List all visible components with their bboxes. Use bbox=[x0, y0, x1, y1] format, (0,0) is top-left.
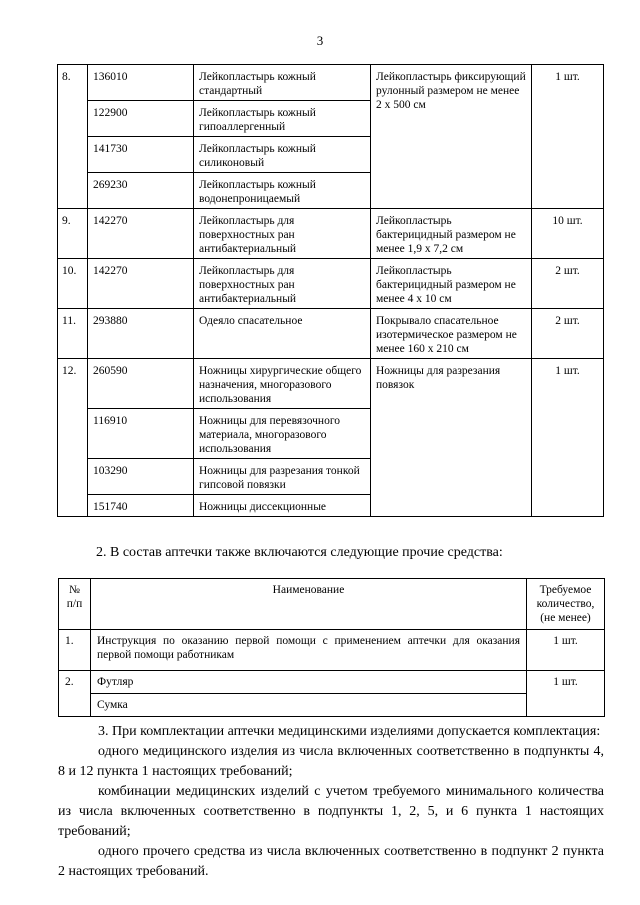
item-quantity: 10 шт. bbox=[532, 209, 604, 259]
header-num: № п/п bbox=[59, 579, 91, 630]
table-row bbox=[59, 630, 605, 671]
item-code: 142270 bbox=[88, 209, 194, 259]
row-number: 9. bbox=[58, 209, 88, 259]
item-name: Лейкопластырь кожный гипоаллергенный bbox=[194, 101, 371, 137]
item-code: 116910 bbox=[88, 409, 194, 459]
row-number: 12. bbox=[58, 359, 88, 517]
row-num: 1. bbox=[59, 630, 91, 671]
item-name: Лейкопластырь для поверхностных ран антибактериальный bbox=[194, 259, 371, 309]
item-requirement: Лейкопластырь бактерицидный размером не менее 4 х 10 см bbox=[371, 259, 532, 309]
page-number: 3 bbox=[316, 33, 324, 48]
section-3-item: комбинации медицинских изделий с учетом требуемого минимального количества из числа включенных соответственно в подпункты 1, 2, 5, и 6 пункта 1 настоящих требований; bbox=[58, 784, 604, 839]
row-number: 8. bbox=[58, 65, 88, 209]
table-row bbox=[59, 694, 605, 717]
item-name: Лейкопластырь кожный стандартный bbox=[194, 65, 371, 101]
header-name: Наименование bbox=[91, 579, 527, 630]
item-code: 136010 bbox=[88, 65, 194, 101]
row-name: Сумка bbox=[91, 694, 527, 717]
row-num: 2. bbox=[59, 671, 91, 717]
item-code: 141730 bbox=[88, 137, 194, 173]
item-name: Лейкопластырь для поверхностных ран антибактериальный bbox=[194, 209, 371, 259]
table-row bbox=[58, 65, 604, 101]
item-requirement: Лейкопластырь бактерицидный размером не менее 1,9 х 7,2 см bbox=[371, 209, 532, 259]
table-row bbox=[58, 259, 604, 309]
item-requirement: Лейкопластырь фиксирующий рулонный размером не менее 2 х 500 см bbox=[371, 65, 532, 209]
row-number: 10. bbox=[58, 259, 88, 309]
table-row bbox=[58, 309, 604, 359]
medical-items-table bbox=[57, 64, 604, 517]
row-name: Инструкция по оказанию первой помощи с применением аптечки для оказания первой помощи работникам bbox=[91, 630, 527, 671]
row-name: Футляр bbox=[91, 671, 527, 694]
item-name: Ножницы диссекционные bbox=[194, 495, 371, 517]
item-code: 269230 bbox=[88, 173, 194, 209]
item-name: Ножницы для перевязочного материала, многоразового использования bbox=[194, 409, 371, 459]
table-row bbox=[58, 359, 604, 409]
item-code: 293880 bbox=[88, 309, 194, 359]
item-code: 122900 bbox=[88, 101, 194, 137]
section-2-heading: 2. В состав аптечки также включаются следующие прочие средства: bbox=[96, 545, 503, 560]
row-qty: 1 шт. bbox=[527, 630, 605, 671]
item-code: 103290 bbox=[88, 459, 194, 495]
item-quantity: 1 шт. bbox=[532, 65, 604, 209]
item-requirement: Ножницы для разрезания повязок bbox=[371, 359, 532, 517]
item-quantity: 2 шт. bbox=[532, 259, 604, 309]
item-quantity: 1 шт. bbox=[532, 359, 604, 517]
item-name: Одеяло спасательное bbox=[194, 309, 371, 359]
section-3 bbox=[58, 722, 604, 882]
item-name: Лейкопластырь кожный водонепроницаемый bbox=[194, 173, 371, 209]
item-name: Ножницы хирургические общего назначения, многоразового использования bbox=[194, 359, 371, 409]
other-items-table bbox=[58, 578, 605, 717]
table-row bbox=[59, 671, 605, 694]
item-code: 260590 bbox=[88, 359, 194, 409]
section-3-intro: 3. При комплектации аптечки медицинскими изделиями допускается комплектация: bbox=[98, 724, 601, 739]
row-number: 11. bbox=[58, 309, 88, 359]
item-code: 151740 bbox=[88, 495, 194, 517]
item-requirement: Покрывало спасательное изотермическое размером не менее 160 х 210 см bbox=[371, 309, 532, 359]
item-code: 142270 bbox=[88, 259, 194, 309]
row-qty: 1 шт. bbox=[527, 671, 605, 717]
section-3-item: одного прочего средства из числа включенных соответственно в подпункт 2 пункта 2 настоящих требований. bbox=[58, 844, 604, 879]
header-qty: Требуемое количество, (не менее) bbox=[527, 579, 605, 630]
table-header-row bbox=[59, 579, 605, 630]
item-name: Лейкопластырь кожный силиконовый bbox=[194, 137, 371, 173]
item-name: Ножницы для разрезания тонкой гипсовой повязки bbox=[194, 459, 371, 495]
table-row bbox=[58, 209, 604, 259]
section-3-item: одного медицинского изделия из числа включенных соответственно в подпункты 4, 8 и 12 пункта 1 настоящих требований; bbox=[58, 744, 604, 779]
item-quantity: 2 шт. bbox=[532, 309, 604, 359]
